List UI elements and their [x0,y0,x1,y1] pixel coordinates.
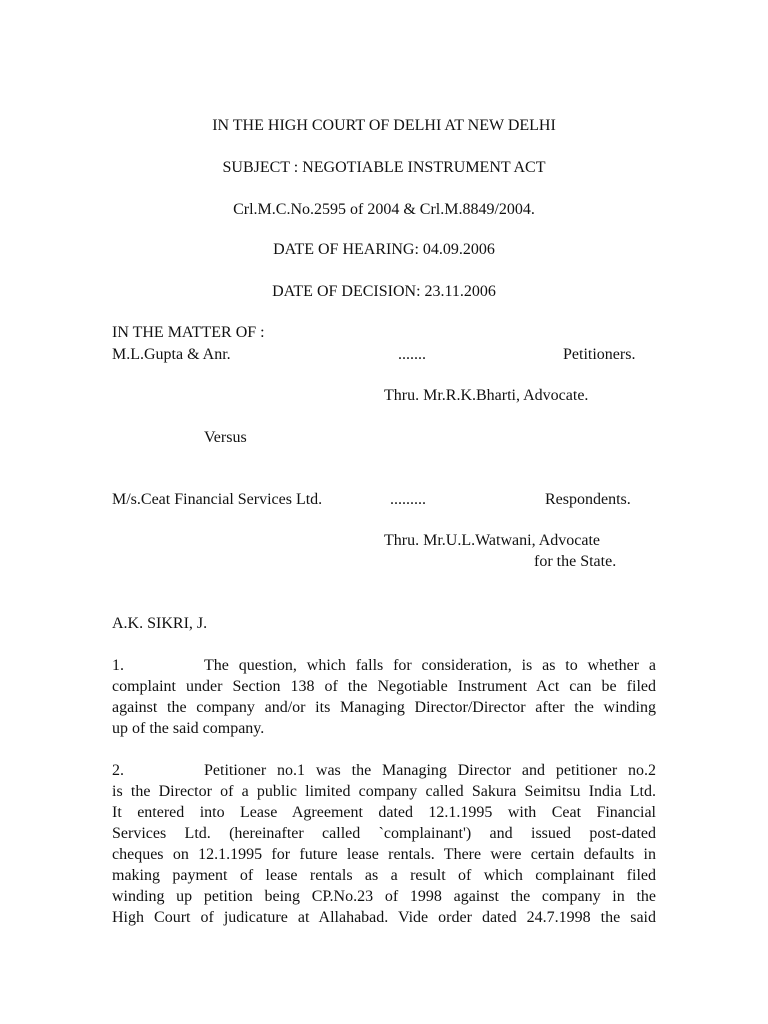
paragraph-number: 1. [112,657,124,674]
paragraph-line: up of the said company. [112,720,265,737]
petitioner-name: M.L.Gupta & Anr. [112,346,231,363]
respondent-role: Respondents. [545,491,631,508]
case-number: Crl.M.C.No.2595 of 2004 & Crl.M.8849/2004. [233,201,535,218]
paragraph-line: making payment of lease rentals as a result of which complainant filed [112,867,656,884]
paragraph-line: Petitioner no.1 was the Managing Director and petitioner no.2 [204,762,656,779]
paragraph-number: 2. [112,762,124,779]
respondent-counsel: Thru. Mr.U.L.Watwani, Advocate [384,532,600,549]
paragraph-line: against the company and/or its Managing Director/Director after the winding [112,699,656,716]
paragraph-line: High Court of judicature at Allahabad. Vide order dated 24.7.1998 the said [112,909,656,926]
paragraph-line: The question, which falls for consideration, is as to whether a [204,657,656,674]
paragraph-line: complaint under Section 138 of the Negotiable Instrument Act can be filed [112,678,656,695]
paragraph-line: It entered into Lease Agreement dated 12.1.1995 with Ceat Financial [112,804,656,821]
paragraph-line: Services Ltd. (hereinafter called `complainant') and issued post-dated [112,825,656,842]
petitioner-counsel: Thru. Mr.R.K.Bharti, Advocate. [384,387,589,404]
paragraph-line: cheques on 12.1.1995 for future lease rentals. There were certain defaults in [112,846,656,863]
date-of-hearing: DATE OF HEARING: 04.09.2006 [273,241,495,258]
petitioner-role: Petitioners. [563,346,636,363]
versus-label: Versus [204,429,247,446]
matter-label: IN THE MATTER OF : [112,324,265,341]
respondent-name: M/s.Ceat Financial Services Ltd. [112,491,323,508]
date-of-decision: DATE OF DECISION: 23.11.2006 [272,283,496,300]
judge-name: A.K. SIKRI, J. [112,615,208,632]
paragraph-line: is the Director of a public limited company called Sakura Seimitsu India Ltd. [112,783,656,800]
respondent-counsel-continued: for the State. [534,553,617,570]
respondent-dots: ......... [390,491,426,508]
court-title: IN THE HIGH COURT OF DELHI AT NEW DELHI [212,117,556,134]
subject-line: SUBJECT : NEGOTIABLE INSTRUMENT ACT [222,159,546,176]
paragraph-line: winding up petition being CP.No.23 of 1998 against the company in the [112,888,656,905]
petitioner-dots: ....... [398,346,426,363]
